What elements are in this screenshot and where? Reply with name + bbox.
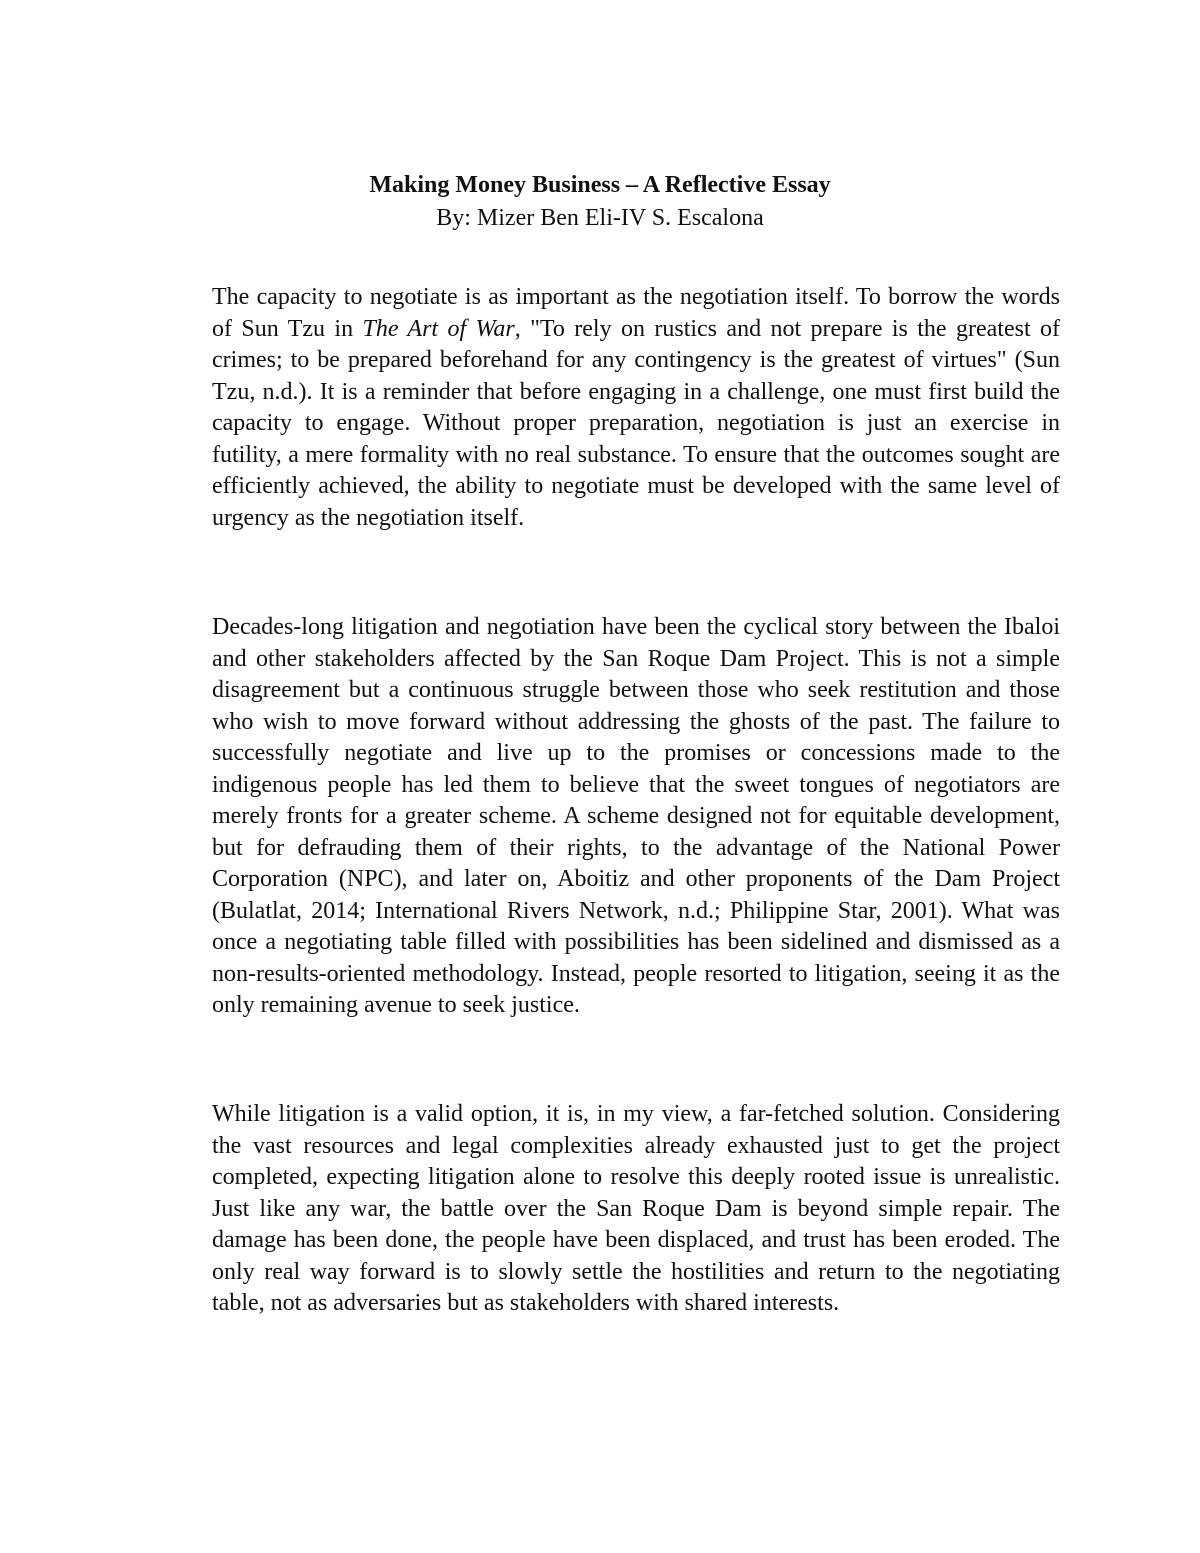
essay-header [0,168,1200,234]
paragraph-2 [212,612,1060,1022]
paragraph-2-text: Decades-long litigation and negotiation have been the cyclical story between the Ibaloi and other stakeholders affected by the San Roque Dam Project. This is not a simple disagreement but a continuous struggle between those who seek restitution and those who wish to move forward without addressing the ghosts of the past. The failure to successfully negotiate and live up to the promises or concessions made to the indigenous people has led them to believe that the sweet tongues of negotiators are merely fronts for a greater scheme. A scheme designed not for equitable development, but for defrauding them of their rights, to the advantage of the National Power Corporation (NPC), and later on, Aboitiz and other proponents of the Dam Project (Bulatlat, 2014; International Rivers Network, n.d.; Philippine Star, 2001). What was once a negotiating table filled with possibilities has been sidelined and dismissed as a non-results-oriented methodology. Instead, people resorted to litigation, seeing it as the only remaining avenue to seek justice. [212,614,1060,1018]
paragraph-1-text-end: , "To rely on rustics and not prepare is the greatest of crimes; to be prepared beforehand for any contingency is the greatest of virtues" (Sun Tzu, n.d.). It is a reminder that before engaging in a challenge, one must first build the capacity to engage. Without proper preparation, negotiation is just an exercise in futility, a mere formality with no real substance. To ensure that the outcomes sought are efficiently achieved, the ability to negotiate must be developed with the same level of urgency as the negotiation itself. [212,315,1060,531]
paragraph-1 [212,282,1060,534]
paragraph-3 [212,1099,1060,1320]
essay-byline: By: Mizer Ben Eli-IV S. Escalona [436,205,764,231]
paragraph-1-text [212,282,1060,534]
paragraph-1-text-start: The capacity to negotiate is as important as the negotiation itself. To borrow the words of Sun Tzu in [212,284,1060,342]
essay-title: Making Money Business – A Reflective Essay [369,172,831,198]
book-title-italic: The Art of War [362,315,515,342]
paragraph-3-text: While litigation is a valid option, it is, in my view, a far-fetched solution. Considering the vast resources and legal complexities already exhausted just to get the project completed, expecting litigation alone to resolve this deeply rooted issue is unrealistic. Just like any war, the battle over the San Roque Dam is beyond simple repair. The damage has been done, the people have been displaced, and trust has been eroded. The only real way forward is to slowly settle the hostilities and return to the negotiating table, not as adversaries but as stakeholders with shared interests. [212,1101,1060,1316]
